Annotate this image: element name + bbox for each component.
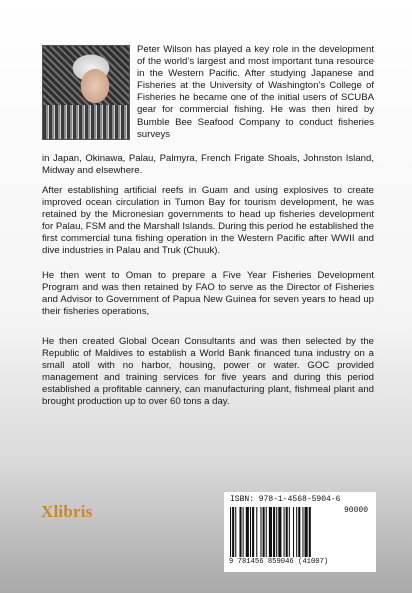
author-photo	[42, 45, 130, 140]
barcode-bar	[239, 507, 241, 557]
barcode-bar	[260, 507, 261, 557]
barcode-bar	[284, 507, 285, 557]
barcode-bar	[232, 507, 234, 557]
barcode-bar	[289, 507, 290, 557]
barcode-bar	[293, 507, 294, 557]
isbn-barcode	[224, 492, 376, 572]
barcode-bar	[305, 507, 308, 557]
isbn-label: ISBN: 978-1-4568-5904-6	[230, 495, 341, 504]
bio-paragraph-3: He then went to Oman to prepare a Five Year Fisheries Development Program and was then retained by FAO to serve as the Director of Fisheries and Advisor to Government of Papua New Guinea for seven years to head up their fisheries operations,	[42, 270, 374, 318]
barcode-bar	[252, 507, 254, 557]
barcode-bars	[230, 507, 340, 557]
barcode-bar	[278, 507, 281, 557]
barcode-number: 9 781456 859046 (41007)	[229, 558, 329, 566]
bio-paragraph-1-top: Peter Wilson has played a key role in the development of the world’s largest and most important tuna resource in the Western Pacific. After studying Japanese and Fisheries at the University of Washington’s College of Fisheries he became one of the initial users of SCUBA gear for commercial fishing. He was then hired by Bumble Bee Seafood Company to conduct fisheries surveys	[137, 44, 374, 140]
barcode-bar	[256, 507, 257, 557]
barcode-bar	[276, 507, 277, 557]
author-photo-shirt	[43, 105, 129, 139]
publisher-logo: Xlibris	[41, 502, 93, 521]
barcode-bar	[273, 507, 275, 557]
barcode-bar	[302, 507, 303, 557]
barcode-bar	[266, 507, 267, 557]
barcode-bar	[235, 507, 236, 557]
barcode-bar	[263, 507, 265, 557]
bio-paragraph-1-bottom: in Japan, Okinawa, Palau, Palmyra, French Frigate Shoals, Johnston Island, Midway and elsewhere.	[42, 153, 374, 177]
barcode-bar	[269, 507, 272, 557]
barcode-bar	[286, 507, 288, 557]
price-code: 90000	[344, 506, 369, 515]
barcode-bar	[298, 507, 300, 557]
barcode-bar	[230, 507, 231, 557]
barcode-bar	[246, 507, 249, 557]
barcode-bar	[250, 507, 251, 557]
bio-paragraph-2: After establishing artificial reefs in Guam and using explosives to create improved ocean circulation in Tumon Bay for tourism development, he was retained by the Micronesian governments to head up fisheries development for Palau, FSM and the Marshall Islands. During this period he established the first commercial tuna fishing operation in the Western Pacific after WWII and dive industries in Palau and Truk (Chuuk).	[42, 185, 374, 257]
barcode-bar	[243, 507, 244, 557]
barcode-bar	[309, 507, 311, 557]
barcode-bar	[296, 507, 297, 557]
bio-paragraph-4: He then created Global Ocean Consultants and was then selected by the Republic of Maldives to establish a World Bank financed tuna industry on a small atoll with no harbor, housing, power or water. GOC provided management and training services for five years and during this period established a profitable cannery, can manufacturing plant, fishmeal plant and brought production up to over 60 tons a day.	[42, 336, 374, 408]
